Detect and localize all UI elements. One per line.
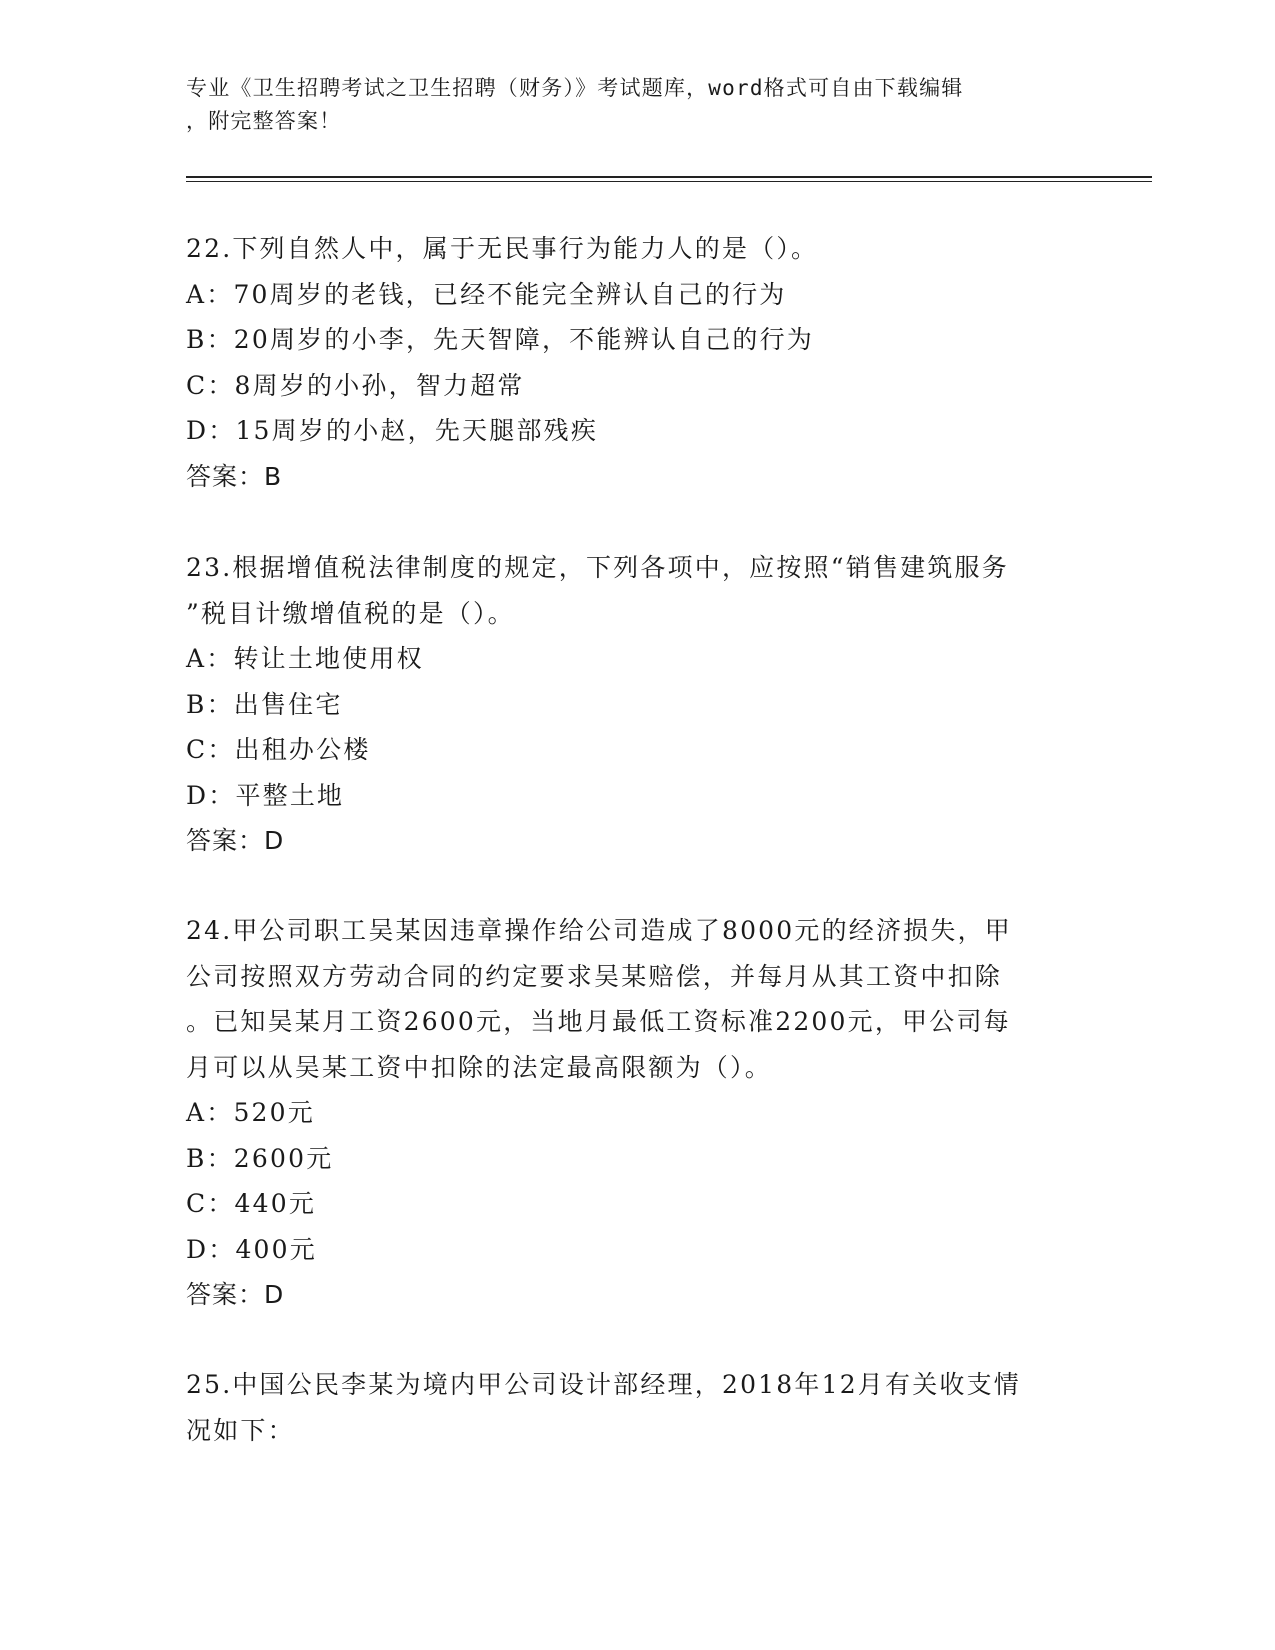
option-c: C：440元 <box>186 1189 317 1218</box>
option-a: A：520元 <box>186 1098 315 1127</box>
answer-line: 答案：B <box>186 461 283 491</box>
answer-line: 答案：D <box>186 1280 285 1309</box>
question-text: 24.甲公司职工吴某因违章操作给公司造成了8000元的经济损失，甲 公司按照双方劳动合同的约定要求吴某赔偿，并每月从其工资中扣除 。已知吴某月工资2600元，当地月最低工资标准2200元，甲公司每 月可以从吴某工资中扣除的法定最高限额为（）。 <box>186 916 1012 1082</box>
option-b: B：出售住宅 <box>186 689 343 719</box>
question-22 <box>186 226 1086 499</box>
document-header: 专业《卫生招聘考试之卫生招聘（财务）》考试题库，word格式可自由下载编辑 ，附完整答案！ <box>186 76 964 133</box>
question-23 <box>186 545 1086 864</box>
option-d: D：平整土地 <box>186 780 345 810</box>
header-divider-thin <box>186 181 1152 182</box>
option-c: C：出租办公楼 <box>186 735 371 764</box>
option-a: A：70周岁的老钱，已经不能完全辨认自己的行为 <box>186 279 787 309</box>
option-d: D：400元 <box>186 1234 317 1264</box>
answer-line: 答案：D <box>186 826 285 855</box>
question-text: 25.中国公民李某为境内甲公司设计部经理，2018年12月有关收支情 况如下： <box>186 1370 1021 1445</box>
question-24 <box>186 908 1086 1318</box>
option-b: B：20周岁的小李，先天智障，不能辨认自己的行为 <box>186 325 814 354</box>
question-25 <box>186 1362 1086 1453</box>
question-text: 23.根据增值税法律制度的规定，下列各项中，应按照“销售建筑服务 ”税目计缴增值税的是（）。 <box>186 553 1009 628</box>
option-a: A：转让土地使用权 <box>186 644 424 673</box>
option-b: B：2600元 <box>186 1143 334 1173</box>
header-divider-thick <box>186 176 1152 178</box>
question-text: 22.下列自然人中，属于无民事行为能力人的是（）。 <box>186 234 819 263</box>
option-c: C：8周岁的小孙，智力超常 <box>186 370 525 400</box>
option-d: D：15周岁的小赵，先天腿部残疾 <box>186 416 599 445</box>
